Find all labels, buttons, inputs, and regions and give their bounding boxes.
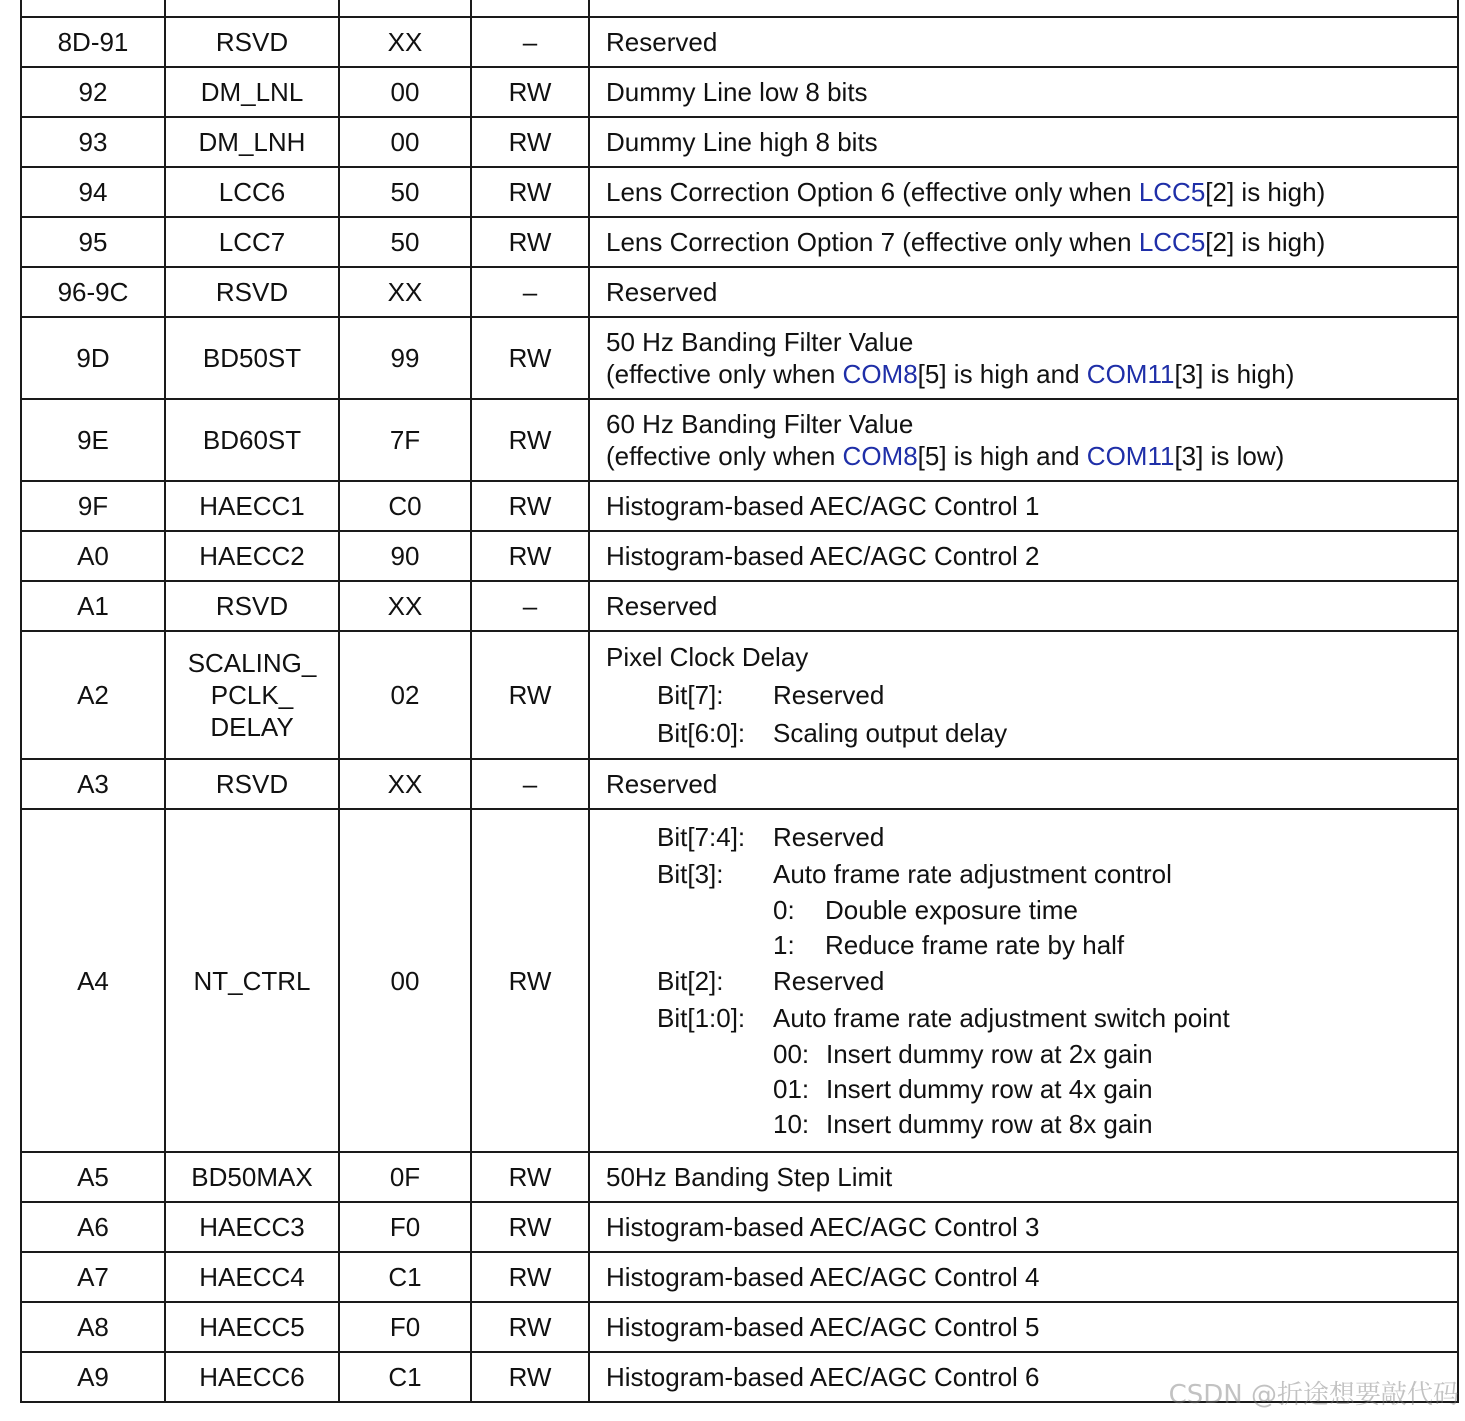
cell-default-value: 00 [339, 809, 471, 1152]
bit-option [606, 1107, 1449, 1142]
option-value: Reduce frame rate by half [825, 930, 1125, 960]
cell-read-write: RW [471, 1202, 589, 1252]
cell-address [21, 0, 165, 17]
table-row [21, 631, 1458, 759]
cell-register-name [165, 0, 339, 17]
table-row [21, 1252, 1458, 1302]
table-row [21, 531, 1458, 581]
option-value: Insert dummy row at 4x gain [826, 1074, 1153, 1104]
cell-read-write: RW [471, 531, 589, 581]
option-value: Double exposure time [825, 895, 1078, 925]
bit-description: Reserved [773, 822, 885, 852]
cell-default-value: XX [339, 17, 471, 67]
cell-description [589, 317, 1458, 399]
bit-field [606, 676, 1449, 714]
register-name-line: PCLK_ [210, 680, 294, 710]
option-key: 00: [773, 1039, 810, 1069]
cell-register-name: BD60ST [165, 399, 339, 481]
register-link[interactable]: LCC5 [1138, 177, 1206, 207]
table-row [21, 1302, 1458, 1352]
cell-address: A0 [21, 531, 165, 581]
desc-title: Pixel Clock Delay [606, 642, 809, 672]
cell-description: Histogram-based AEC/AGC Control 3 [589, 1202, 1458, 1252]
cell-description: Reserved [589, 17, 1458, 67]
desc-text: [3] is high) [1174, 359, 1295, 389]
table-row [21, 117, 1458, 167]
desc-line [606, 326, 1449, 358]
bit-label: Bit[1:0]: [657, 1003, 746, 1033]
register-table [20, 0, 1459, 1403]
bit-option [606, 1037, 1449, 1072]
cell-address: A9 [21, 1352, 165, 1402]
register-link[interactable]: COM11 [1086, 441, 1175, 471]
desc-text: [3] is low) [1174, 441, 1285, 471]
table-row [21, 1152, 1458, 1202]
cell-register-name: NT_CTRL [165, 809, 339, 1152]
register-link[interactable]: COM11 [1086, 359, 1175, 389]
register-name-line: DELAY [210, 712, 294, 742]
cell-description: 50Hz Banding Step Limit [589, 1152, 1458, 1202]
cell-description [589, 0, 1458, 17]
desc-text: [2] is high) [1205, 227, 1326, 257]
bit-label: Bit[3]: [657, 859, 724, 889]
desc-text: [5] is high and [917, 441, 1087, 471]
cell-register-name: HAECC2 [165, 531, 339, 581]
table-row [21, 0, 1458, 17]
desc-line [606, 408, 1449, 440]
cell-default-value: F0 [339, 1302, 471, 1352]
watermark: CSDN @折途想要敲代码 [1168, 1380, 1459, 1410]
cell-register-name: RSVD [165, 267, 339, 317]
bit-description: Reserved [773, 680, 885, 710]
cell-address: 9D [21, 317, 165, 399]
cell-read-write: RW [471, 1152, 589, 1202]
cell-default-value: C1 [339, 1352, 471, 1402]
desc-text: [2] is high) [1205, 177, 1326, 207]
register-link[interactable]: COM8 [842, 441, 918, 471]
cell-address: 93 [21, 117, 165, 167]
register-link[interactable]: LCC5 [1138, 227, 1206, 257]
cell-read-write: RW [471, 117, 589, 167]
bit-option [606, 893, 1449, 928]
bit-field [606, 819, 1449, 856]
table-row [21, 17, 1458, 67]
cell-read-write: RW [471, 317, 589, 399]
option-key: 01: [773, 1074, 810, 1104]
cell-description: Dummy Line low 8 bits [589, 67, 1458, 117]
cell-register-name: HAECC3 [165, 1202, 339, 1252]
cell-default-value: 00 [339, 67, 471, 117]
bit-field [606, 963, 1449, 1000]
cell-description: Histogram-based AEC/AGC Control 1 [589, 481, 1458, 531]
cell-address: A4 [21, 809, 165, 1152]
cell-read-write [471, 0, 589, 17]
bit-field [606, 856, 1449, 893]
bit-description: Scaling output delay [773, 718, 1008, 748]
cell-default-value: 50 [339, 167, 471, 217]
cell-default-value: 90 [339, 531, 471, 581]
desc-text: Lens Correction Option 7 (effective only when [606, 227, 1139, 257]
table-row [21, 809, 1458, 1152]
table-row [21, 759, 1458, 809]
cell-description: Dummy Line high 8 bits [589, 117, 1458, 167]
cell-read-write: RW [471, 631, 589, 759]
cell-address: 9E [21, 399, 165, 481]
option-value: Insert dummy row at 2x gain [826, 1039, 1153, 1069]
cell-read-write: – [471, 581, 589, 631]
table-row [21, 167, 1458, 217]
cell-register-name: HAECC4 [165, 1252, 339, 1302]
cell-description [589, 809, 1458, 1152]
desc-text: 60 Hz Banding Filter Value [606, 409, 914, 439]
cell-address: 94 [21, 167, 165, 217]
cell-default-value: 99 [339, 317, 471, 399]
cell-description: Histogram-based AEC/AGC Control 5 [589, 1302, 1458, 1352]
bit-description: Reserved [773, 966, 885, 996]
cell-read-write: RW [471, 1302, 589, 1352]
table-row [21, 267, 1458, 317]
desc-text: 50 Hz Banding Filter Value [606, 327, 914, 357]
cell-register-name: BD50MAX [165, 1152, 339, 1202]
cell-register-name: LCC7 [165, 217, 339, 267]
table-row [21, 67, 1458, 117]
cell-default-value: 00 [339, 117, 471, 167]
cell-register-name [165, 631, 339, 759]
cell-read-write: – [471, 17, 589, 67]
cell-address: A7 [21, 1252, 165, 1302]
cell-register-name: DM_LNL [165, 67, 339, 117]
cell-default-value: C1 [339, 1252, 471, 1302]
cell-default-value: F0 [339, 1202, 471, 1252]
cell-description [589, 631, 1458, 759]
cell-address: 9F [21, 481, 165, 531]
desc-text: Lens Correction Option 6 (effective only when [606, 177, 1139, 207]
cell-register-name: DM_LNH [165, 117, 339, 167]
bit-field [606, 714, 1449, 752]
cell-address: A8 [21, 1302, 165, 1352]
cell-read-write: RW [471, 809, 589, 1152]
desc-text: [5] is high and [917, 359, 1087, 389]
cell-description [589, 217, 1458, 267]
option-key: 10: [773, 1109, 810, 1139]
desc-text: (effective only when [606, 359, 843, 389]
cell-read-write: RW [471, 399, 589, 481]
cell-read-write: RW [471, 481, 589, 531]
register-name-line: SCALING_ [187, 648, 317, 678]
table-row [21, 317, 1458, 399]
cell-read-write: RW [471, 1252, 589, 1302]
cell-read-write: – [471, 267, 589, 317]
cell-register-name: RSVD [165, 581, 339, 631]
cell-default-value: 7F [339, 399, 471, 481]
cell-address: A6 [21, 1202, 165, 1252]
bit-label: Bit[7:4]: [657, 822, 746, 852]
cell-register-name: LCC6 [165, 167, 339, 217]
cell-description: Reserved [589, 581, 1458, 631]
cell-register-name: HAECC5 [165, 1302, 339, 1352]
table-row [21, 481, 1458, 531]
cell-read-write: RW [471, 1352, 589, 1402]
cell-default-value: XX [339, 581, 471, 631]
bit-field [606, 1000, 1449, 1037]
desc-line [606, 358, 1449, 390]
cell-read-write: RW [471, 167, 589, 217]
table-row [21, 217, 1458, 267]
bit-option [606, 928, 1449, 963]
cell-register-name: RSVD [165, 17, 339, 67]
option-key: 0: [773, 895, 795, 925]
cell-register-name: HAECC6 [165, 1352, 339, 1402]
cell-address: A2 [21, 631, 165, 759]
cell-description: Histogram-based AEC/AGC Control 4 [589, 1252, 1458, 1302]
cell-default-value: 0F [339, 1152, 471, 1202]
option-value: Insert dummy row at 8x gain [826, 1109, 1153, 1139]
bit-label: Bit[6:0]: [657, 718, 746, 748]
cell-default-value: 02 [339, 631, 471, 759]
cell-description [589, 399, 1458, 481]
table-row [21, 1202, 1458, 1252]
cell-default-value: XX [339, 759, 471, 809]
bit-label: Bit[2]: [657, 966, 724, 996]
cell-register-name: HAECC1 [165, 481, 339, 531]
bit-option [606, 1072, 1449, 1107]
cell-default-value: C0 [339, 481, 471, 531]
table-row [21, 581, 1458, 631]
cell-address: 8D-91 [21, 17, 165, 67]
cell-default-value [339, 0, 471, 17]
cell-description: Histogram-based AEC/AGC Control 6 [589, 1352, 1458, 1402]
cell-description: Histogram-based AEC/AGC Control 2 [589, 531, 1458, 581]
cell-address: 95 [21, 217, 165, 267]
option-key: 1: [773, 930, 795, 960]
desc-line [606, 440, 1449, 472]
desc-text: (effective only when [606, 441, 843, 471]
cell-description: Reserved [589, 267, 1458, 317]
cell-read-write: RW [471, 67, 589, 117]
cell-register-name: RSVD [165, 759, 339, 809]
cell-address: A1 [21, 581, 165, 631]
register-table-body [21, 0, 1458, 1402]
cell-address: 96-9C [21, 267, 165, 317]
bit-description: Auto frame rate adjustment control [773, 859, 1172, 889]
cell-description [589, 167, 1458, 217]
table-row [21, 399, 1458, 481]
cell-default-value: 50 [339, 217, 471, 267]
cell-description: Reserved [589, 759, 1458, 809]
cell-read-write: – [471, 759, 589, 809]
register-link[interactable]: COM8 [842, 359, 918, 389]
bit-label: Bit[7]: [657, 680, 724, 710]
cell-register-name: BD50ST [165, 317, 339, 399]
cell-read-write: RW [471, 217, 589, 267]
bit-description: Auto frame rate adjustment switch point [773, 1003, 1230, 1033]
cell-address: A3 [21, 759, 165, 809]
cell-address: 92 [21, 67, 165, 117]
cell-default-value: XX [339, 267, 471, 317]
cell-address: A5 [21, 1152, 165, 1202]
